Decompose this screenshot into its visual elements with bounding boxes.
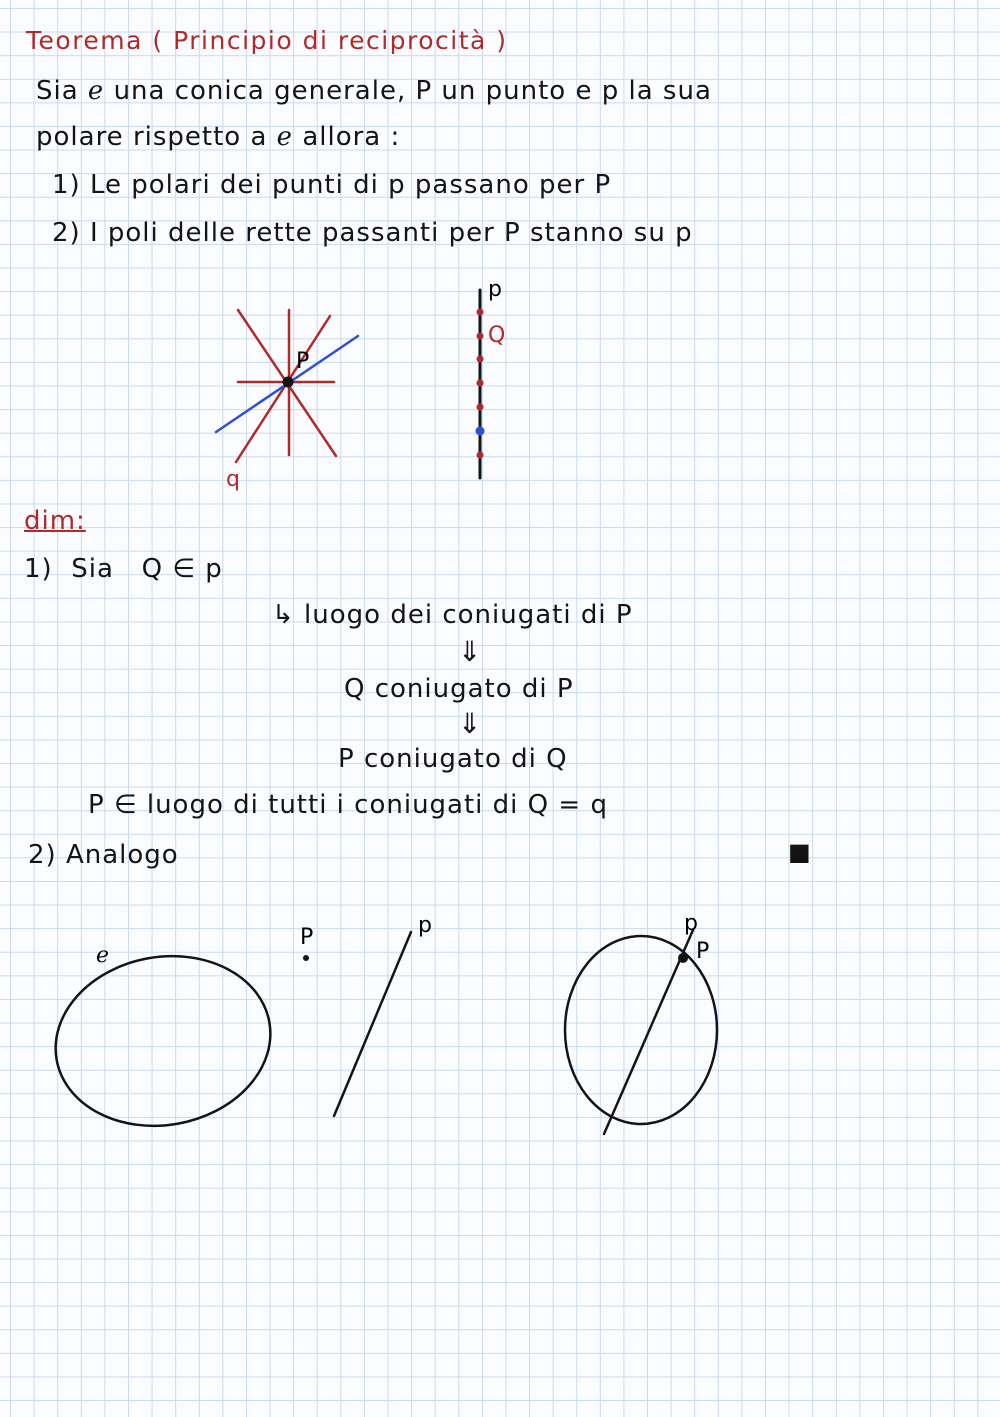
label-p-fig2: p bbox=[684, 911, 698, 936]
label-q-fig1: q bbox=[226, 467, 240, 492]
conic-ellipse-2 bbox=[565, 936, 717, 1124]
proof-conjugate-1: Q coniugato di P bbox=[344, 674, 574, 704]
qed-square-icon: ■ bbox=[788, 838, 812, 866]
statement-item-1: 1) Le polari dei punti di p passano per P bbox=[52, 170, 612, 200]
proof-locus-note: ↳ luogo dei coniugati di P bbox=[272, 600, 633, 630]
implies-arrow-2: ⇓ bbox=[458, 707, 483, 740]
label-P-outside: P bbox=[300, 925, 314, 950]
proof-step-1: 1) Sia Q ∈ p bbox=[24, 554, 223, 584]
conic-ellipse bbox=[42, 940, 284, 1143]
proof-conjugate-2: P coniugato di Q bbox=[338, 744, 568, 774]
implies-arrow-1: ⇓ bbox=[458, 635, 483, 668]
label-p-fig1: p bbox=[488, 277, 502, 302]
point-P-outside bbox=[303, 955, 309, 961]
statement-item-2: 2) I poli delle rette passanti per P stanno su p bbox=[52, 218, 693, 248]
theorem-title: Teorema ( Principio di reciprocità ) bbox=[26, 26, 508, 55]
label-Q-fig1: Q bbox=[488, 323, 506, 348]
label-p-standalone: p bbox=[418, 913, 432, 938]
statement-line-1: Sia ℯ una conica generale, P un punto e p la sua bbox=[36, 76, 712, 106]
proof-conclusion: P ∈ luogo di tutti i coniugati di Q = q bbox=[88, 790, 608, 820]
proof-heading: dim: bbox=[24, 506, 86, 536]
label-P-fig1: P bbox=[296, 349, 310, 374]
polar-line-standalone bbox=[334, 932, 411, 1116]
label-conic: ℯ bbox=[96, 943, 110, 968]
point-P-on-conic bbox=[678, 953, 688, 963]
statement-line-2: polare rispetto a ℯ allora : bbox=[36, 122, 401, 152]
label-P-fig2: P bbox=[696, 939, 710, 964]
proof-step-2: 2) Analogo bbox=[28, 840, 179, 870]
